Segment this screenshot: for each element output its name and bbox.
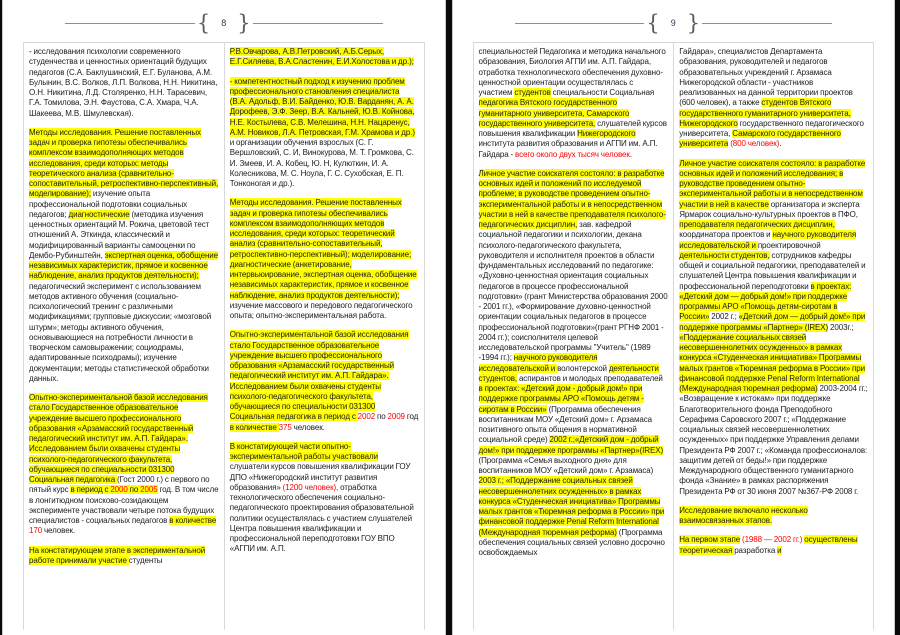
text-run: Опытно-экспериментальной базой исследования стало Государственное образовательное учреждение высшего профессионального образования «Арзамасский государственный педагогический институт им. А.П. Гайдара». Исследованием были охвачены студенты психолого-педагогического факультета, обучающиеся по специальности 031300 Социальная педагогика в период с bbox=[229, 330, 409, 422]
paragraph bbox=[29, 47, 219, 119]
text-column-left bbox=[473, 43, 674, 630]
page-columns bbox=[473, 42, 875, 630]
text-run: 2003 г.; «Поддержание социальных связей несовершеннолетних осужденных» в рамках конкурса «Студенческая инициатива» Программы малых грантов «Тюремная реформа в России» при финансовой поддержке Penal Reform International (Международная тюремная реформа) bbox=[478, 476, 665, 537]
text-run: диагностические bbox=[68, 209, 130, 219]
page-number-brace-left: { bbox=[646, 11, 660, 35]
text-run: 2003г.; bbox=[828, 322, 854, 332]
text-run: На констатирующем этапе в экспериментальной работе принимали участие bbox=[29, 545, 206, 565]
text-run: (методика изучения ценностных ориентаций М. Рокича, цветовой тест отношений А. Эткинда, классический и модифицированный варианты самооценки по Дембо-Рубинштейн, bbox=[29, 209, 210, 260]
text-run: (Гост 2000 г.) с первого по пятый курс bbox=[29, 475, 210, 495]
text-run: отработка технологического обеспечения социально-педагогического проектирования образовательной политики осуществлялась с участием слушателей Центра повышения квалификации и профессиональной переподготовки ГОУ ВПО «АГПИ им. А.П. bbox=[229, 482, 414, 554]
text-run: института развития образования и АГПИ им. А.П. Гайдара - bbox=[478, 139, 658, 159]
text-run: педагогический эксперимент с использованием методов активного обучения (социально-психологический тренинг с различными модификациями; групповые дискуссии; «мозговой штурм»; методы активного обучения, основывающиеся на потребности личности в творческом самовыражении; социодрамы, адаптированные психодрамы); изучение документации; методы статистической обработки данных. bbox=[29, 281, 212, 383]
text-run: 2003-2004 гг.; «Возвращение к истокам» при поддержке Благотворительного фонда Преподобного Серафима Саровского 2007 г.; «Поддержание социальных связей несовершеннолетних осужденных» при поддержке Управления делами Президента РФ 2007 г.; «Команда профессионалов: защитим детей от беды!» при поддержке Международного общественного гуманитарного фонда «Знание» в рамках распоряжения Президента РФ от 30 июня 2007 №367-РФ 2008 г. bbox=[679, 384, 868, 496]
text-run: Р.В.Овчарова, А.В.Петровский, А.Б.Серых, Е.Г.Силяева, В.А.Сластенин, Е.И.Холостова и др.); bbox=[229, 47, 414, 67]
text-run: деятельности студентов, bbox=[478, 363, 659, 383]
text-run: в проектах: «Детский дом - добрый дом!» при поддержке программы АРО «Помощь детям - сиротам в России» bbox=[478, 384, 644, 414]
paragraph bbox=[479, 169, 669, 559]
text-run: Исследование включало несколько взаимосвязанных этапов. bbox=[679, 505, 808, 525]
text-run: В констатирующей части опытно-экспериментальной работы участвовали bbox=[229, 441, 378, 461]
text-run: аспирантов и молодых преподавателей bbox=[517, 373, 663, 383]
paragraph bbox=[679, 159, 868, 497]
text-run: Нижегородского bbox=[577, 129, 636, 138]
text-run: педагогика Вятского государственного гуманитарного университета, Самарского государственного университета, bbox=[478, 98, 630, 128]
text-run: (1988 — 2002 гг.) bbox=[740, 535, 805, 545]
paragraph bbox=[230, 330, 419, 433]
text-run: слушателей курсов повышения квалификации bbox=[478, 118, 667, 138]
text-run: деятельности студентов, bbox=[679, 250, 770, 260]
text-run: - исследования психологии современного студенчества и ценностных ориентаций будущих педагогов (С.А. Баклушинский, Е.Г. Буланова, А.М. Булынин, В.С. Волков, Л.П. Волкова, Н.Н. Никитина, О.Н. Никитина, Л.Д. Столяренко, Н.Н. Тарасевич, Г.А. Томилова, Э.Н. Фаустова, С.А. Хмара, Ч.А. Шакеева, М.В. Шмулевская). bbox=[29, 47, 218, 118]
text-run: сотрудников кафедры общей и социальной педагогики, преподавателей и слушателей Центра повышения квалификации и профессиональной переподготовки bbox=[679, 250, 866, 291]
paragraph bbox=[679, 47, 868, 150]
page-sheet-8[interactable] bbox=[2, 0, 446, 635]
text-run: и организации обучения взрослых (С. Г. Вершловский, С. И, Винокурова, М. Т. Громкова, С. И. Змеев, И. А. Кобец, Ю. Н, Кулюткин, И. А. Колесникова, М. С. Ноула, Г. С. Сухобская, Е. П. Тонконогая и др.). bbox=[229, 138, 414, 188]
paragraph bbox=[230, 198, 419, 321]
paragraph bbox=[679, 506, 868, 527]
text-run: Гайдара», специалистов Департамента образования, руководителей и педагогов образовательных учреждений г. Арзамаса Нижегородской области - участников реализованных на данной территории проектов (600 человек), а также bbox=[679, 47, 853, 108]
text-run: студентов Вятского государственного гуманитарного университета, Нижегородского bbox=[679, 98, 851, 128]
text-run: 2009 bbox=[387, 412, 405, 422]
text-column-right bbox=[224, 43, 425, 630]
text-run: студенты bbox=[128, 555, 163, 565]
text-run: организатора и эксперта Ярмарок социально-культурных проектов в ПФО, bbox=[679, 199, 860, 219]
text-run: человек. bbox=[291, 422, 325, 432]
text-run: и bbox=[777, 545, 782, 555]
text-run: Методы исследования. Решение поставленных задач и проверка гипотезы обеспечивались комплексом взаимодополняющих методов исследования, среди которых: теоретический анализ (сравнительно-сопоставительный, ретроспективно-перспективный); моделирование; диагностические (анкетирование, интервьюирование, экспертная оценка, обобщение независимых характеристик, прямое и косвенное наблюдение, анализ продуктов деятельности); bbox=[229, 198, 417, 300]
header-rule-right bbox=[253, 23, 383, 24]
text-run: 375 bbox=[278, 422, 292, 432]
text-run: Самарского государственного университета bbox=[679, 129, 841, 149]
text-run: человек. bbox=[42, 526, 76, 536]
text-run: (Программа «Семья выходного дня» для воспитанников МОУ «Детский дом» г. Арзамаса) bbox=[478, 455, 654, 475]
page-number-brace-right: } bbox=[686, 11, 701, 35]
page-number: 9 bbox=[670, 18, 676, 28]
text-column-right bbox=[673, 43, 874, 630]
text-run: координатора проектов и bbox=[679, 230, 773, 240]
header-rule-right bbox=[702, 23, 832, 24]
page-columns bbox=[23, 42, 425, 630]
text-run: в количестве bbox=[169, 516, 217, 525]
text-run: . bbox=[779, 139, 782, 149]
text-run: (Программа обеспечения социальных связей условно досрочно освобождаемых bbox=[478, 527, 665, 557]
text-run: по bbox=[127, 485, 141, 495]
header-rule-left bbox=[515, 23, 645, 24]
text-run: в количестве bbox=[229, 422, 279, 432]
text-run: изучение опыта профессиональной подготовки социальных педагогов; bbox=[29, 189, 188, 219]
page-header bbox=[23, 8, 425, 38]
text-run: в проектах: «Детский дом — добрый дом!» при поддержке программы АРО «Помощь детям-сиротам в России» bbox=[679, 281, 852, 322]
text-run: студентов bbox=[514, 88, 551, 97]
text-run: преподавателя педагогических дисциплин, bbox=[679, 220, 835, 229]
text-run: изучение массового и передового педагогического опыта; опытно-экспериментальная работа. bbox=[229, 300, 413, 320]
paragraph bbox=[679, 535, 868, 556]
text-run: научного руководителя исследовательской и bbox=[679, 230, 857, 250]
text-run: - компетентностный подход к изучению проблем профессионального становления специалиста (В.А. Адольф, В.И. Байденко, Ю.В. Варданян, А. А. Дорофеев, Э.Ф. Зеер, В.А. Кальней, Ю.В. Койнова, Н.Е. Костылева, С.В. Мелешина, Н.Н. Нацаренус, А.М. Новиков, Л.А. Петровская, Г.М. Храмова и др.) bbox=[229, 76, 415, 137]
text-run: На первом этапе bbox=[679, 535, 741, 545]
paragraph bbox=[479, 47, 669, 160]
text-run: (800 человек) bbox=[730, 139, 780, 149]
text-run: 2002 bbox=[357, 412, 376, 422]
text-run: год bbox=[404, 412, 419, 422]
text-run: (Программа обеспечения воспитанникам МОУ «Детский дом» г. Арзамаса позитивного опыта общения в нормативной социальной среде) bbox=[478, 404, 652, 445]
paragraph bbox=[230, 442, 419, 555]
text-run: 170 bbox=[29, 526, 43, 536]
text-run: государственного педагогического университета, bbox=[679, 118, 864, 138]
text-run: всего около двух тысяч человек. bbox=[515, 149, 632, 159]
text-run: осуществлены теоретическая bbox=[679, 535, 858, 555]
text-run: зав. кафедрой социальной педагогики и психологии, декана психолого-педагогического факультета, руководителя и исполнителя проектов в области фундаментальных исследований по педагогике: «Духовно-ценностная ориентация социальных педагогов в процессе профессиональной подготовки» (грант Министерства образования 2000 - 2001 гг.), «Формирование духовно-ценностной ориентации социальных педагогов в процессе профессиональной подготовки»(грант РГНФ 2001 - 2004 гг.); соисполнителя целевой исследовательской программы "Учитель" (1989 -1994 гг.); bbox=[478, 220, 668, 363]
right-edge-bar bbox=[895, 0, 900, 635]
text-run: разработка bbox=[734, 545, 778, 555]
text-column-left bbox=[23, 43, 224, 630]
header-rule-left bbox=[65, 23, 195, 24]
text-run: Личное участие соискателя состояло: в разработке основных идей и положений по исследуемой проблеме; в руководстве проведением опытно-экспериментальной работы и в непосредственном участии в ней в качестве преподавателя психолого-педагогических дисциплин, bbox=[478, 168, 666, 229]
text-run: «Поддержание социальных связей несовершеннолетних осужденных» в рамках конкурса «Студенческая инициатива» Программы малых грантов «Тюремная реформа в России» при финансовой поддержке Penal Reform International (Международная тюремная реформа) bbox=[679, 332, 865, 393]
paragraph bbox=[230, 77, 419, 190]
text-run: экспертная оценка, обобщение независимых характеристик, прямое и косвенное наблюдение, анализ продуктов деятельности); bbox=[29, 250, 218, 281]
text-run: (1200 человек), bbox=[282, 482, 339, 492]
paragraph bbox=[29, 128, 219, 384]
text-run: Личное участие соискателя состояло: в разработке основных идей и положений исследования; в руководстве проведением опытно-экспериментальной работы и в непосредственном участии в ней в качестве bbox=[679, 158, 866, 209]
text-run: Методы исследования. Решение поставленных задач и проверка гипотезы обеспечивались комплексом взаимодополняющих методов исследования, среди которых: методы теоретического анализа (сравнительно-сопоставительный, ретроспективно-перспективный, моделирование); bbox=[29, 127, 219, 199]
paragraph bbox=[230, 47, 419, 68]
text-run: 2000 bbox=[110, 485, 128, 495]
page-sheet-9[interactable] bbox=[452, 0, 896, 635]
text-run: год. В том числе в лонгитюдном поисково-созидающем эксперименте участвовали четыре потока будущих специалистов - социальных педагогов bbox=[29, 485, 219, 525]
text-run: в период с bbox=[70, 485, 111, 495]
page-header bbox=[473, 8, 875, 38]
text-run: специальностей Педагогика и методика начального образования, Биология АГПИ им. А.П. Гайдара, отработка технологического обеспечения духовно-ценностной ориентации осуществлялась с участием bbox=[478, 47, 666, 97]
page-number-brace-left: { bbox=[196, 11, 211, 35]
page-number: 8 bbox=[221, 18, 227, 28]
text-run: научного руководителя исследовательской и bbox=[478, 353, 598, 373]
text-run: проектировочной bbox=[757, 240, 821, 250]
text-run: волонтерской bbox=[557, 363, 609, 373]
text-run: 2002 г.; bbox=[709, 312, 739, 322]
text-run: слушатели курсов повышения квалификации ГОУ ДПО «Нижегородский институт развития образования» bbox=[229, 462, 411, 492]
text-run: специальности Социальная bbox=[550, 88, 655, 97]
text-run: Опытно-экспериментальной базой исследования стало Государственное образовательное учреждение высшего профессионального образования «Арзамасский государственный педагогический институт им. А.П. Гайдара». Исследованием были охвачены студенты психолого-педагогического факультета, обучающиеся по специальности 031300 Социальная педагогика bbox=[29, 393, 208, 484]
text-run: «Детский дом — добрый дом!» при поддержке программы «Партнер» (IREX) bbox=[679, 312, 866, 332]
text-run: 2002 г.;«Детский дом - добрый дом!» при поддержке программы «Партнер»(IREX) bbox=[478, 435, 664, 455]
text-run: по bbox=[375, 412, 388, 422]
text-run: 2005 bbox=[140, 485, 158, 495]
paragraph bbox=[29, 393, 219, 537]
page-number-brace-right: } bbox=[237, 11, 251, 35]
paragraph bbox=[29, 546, 219, 567]
